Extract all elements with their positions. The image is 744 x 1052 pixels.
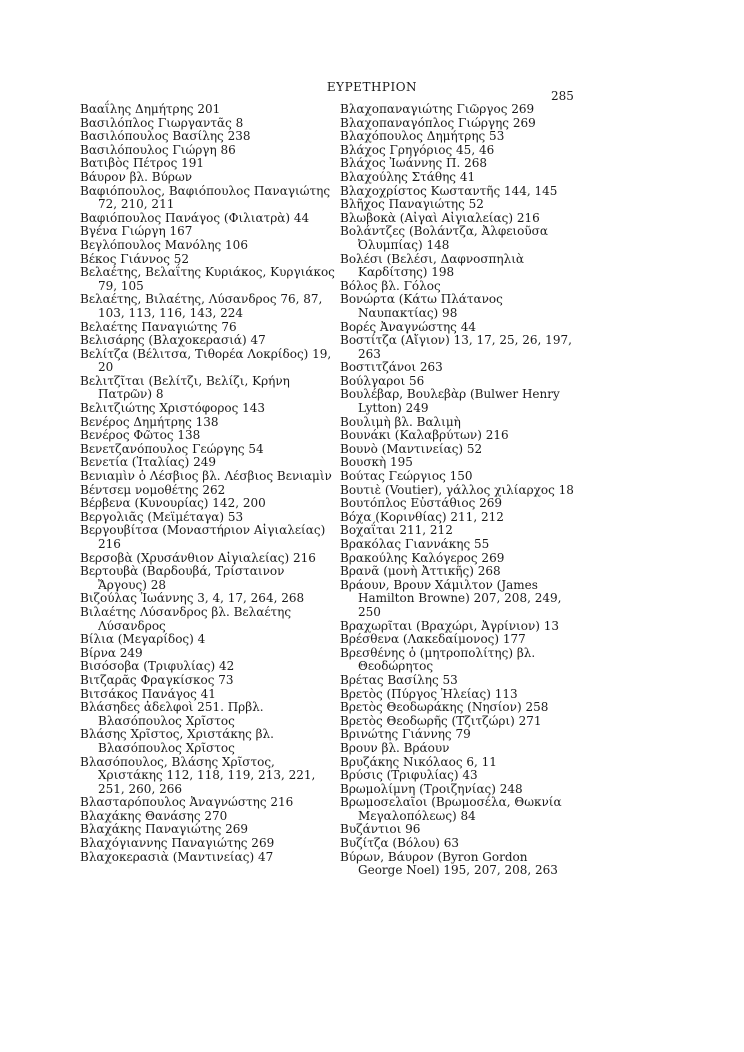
index-entry: Βερσοβὰ (Χρυσάνθιον Αἰγιαλείας) 216: [80, 550, 316, 565]
index-entry: Βύρων, Βάυρον (Byron Gordon George Noel) 195, 207, 208, 263: [340, 849, 558, 878]
index-entry: Βλαχοκερασιὰ (Μαντινείας) 47: [80, 849, 274, 864]
index-entry: Βόλος βλ. Γόλος: [340, 278, 441, 293]
index-entry: Βασιλόπλος Γιωργαντᾶς 8: [80, 115, 244, 130]
index-entry: Βρέτας Βασίλης 53: [340, 672, 458, 687]
index-entry: Βουνάκι (Καλαβρύτων) 216: [340, 428, 509, 443]
index-entry: Βίλια (Μεγαρίδος) 4: [80, 632, 206, 647]
index-entry: Βοστιτζάνοι 263: [340, 360, 443, 375]
index-entry: Βατιβὸς Πέτρος 191: [80, 156, 205, 171]
index-entry: Βόχα (Κορινθίας) 211, 212: [340, 509, 504, 524]
index-entry: Βουσκὴ 195: [340, 455, 413, 470]
index-entry: Βελισάρης (Βλαχοκερασιά) 47: [80, 333, 266, 348]
index-entry: Βελαέτης, Βιλαέτης, Λύσανδρος 76, 87, 103, 113, 116, 143, 224: [80, 292, 323, 320]
index-entry: Βαφιόπουλος, Βαφιόπουλος Παναγιώτης 72, 210, 211: [80, 183, 331, 212]
index-column-right: [340, 103, 575, 878]
index-entry: Βλαχόγιαννης Παναγιώτης 269: [80, 836, 275, 851]
index-entry: Βελαέτης Παναγιώτης 76: [80, 319, 237, 334]
index-entry: Βούλγαροι 56: [340, 373, 425, 388]
index-entry: Βελαέτης, Βελαΐτης Κυριάκος, Κυργιάκος 79, 105: [80, 265, 335, 293]
index-entry: Βαφιόπουλος Πανάγος (Φιλιατρὰ) 44: [80, 210, 310, 225]
index-entry: Βασιλόπουλος Βασίλης 238: [80, 129, 251, 144]
index-entry: Βουνὸ (Μαντινείας) 52: [340, 441, 483, 456]
index-entry: Βρέσθενα (Λακεδαίμονος) 177: [340, 632, 526, 647]
index-entry: Βονώρτα (Κάτω Πλάτανος Ναυπακτίας) 98: [340, 292, 503, 320]
index-entry: Βέρβενα (Κυνουρίας) 142, 200: [80, 496, 266, 511]
index-entry: Βυζάντιοι 96: [340, 822, 421, 837]
index-entry: Βισόσοβα (Τριφυλίας) 42: [80, 659, 235, 674]
index-entry: Βουτιὲ (Voutier), γάλλος χιλίαρχος 18: [340, 482, 574, 497]
index-entry: Βρετὸς Θεοδωρῆς (Τζιτζώρι) 271: [340, 713, 542, 728]
index-entry: Βλάσης Χρῖστος, Χριστάκης βλ. Βλασόπουλος Χρῖστος: [80, 727, 274, 755]
index-entry: Βουλιμὴ βλ. Βαλιμὴ: [340, 414, 461, 429]
index-entry: Βρακόλας Γιαννάκης 55: [340, 537, 490, 551]
index-column-left: [80, 103, 335, 864]
index-entry: Βλαχάκης Παναγιώτης 269: [80, 822, 249, 837]
index-entry: Βλασόπουλος, Βλάσης Χρῖστος, Χριστάκης 112, 118, 119, 213, 221, 251, 260, 266: [80, 754, 316, 796]
index-entry: Βέντσεμ νομοθέτης 262: [80, 482, 226, 497]
index-entry: Βεργουβίτσα (Μοναστήριον Αἰγιαλείας) 216: [80, 523, 326, 551]
index-entry: Βορές Ἀναγνώστης 44: [340, 319, 476, 334]
index-entry: Βλάχος Ἰωάννης Π. 268: [340, 156, 488, 171]
index-entry: Βελίτζα (Βέλιτσα, Τιθορέα Λοκρίδος) 19, 20: [80, 346, 332, 375]
index-entry: Βλαχοχρίστος Κωσταντῆς 144, 145: [340, 183, 558, 198]
index-entry: Βλαχοπαναγόπλος Γιώργης 269: [340, 115, 536, 130]
index-entry: Βοστίτζα (Αἴγιον) 13, 17, 25, 26, 197, 263: [340, 333, 572, 361]
index-entry: Βρακούλης Καλόγερος 269: [340, 550, 505, 565]
index-entry: Βέκος Γιάννος 52: [80, 251, 190, 266]
index-entry: Βιτσάκος Πανάγος 41: [80, 686, 216, 701]
index-entry: Βουλέβαρ, Βουλεβὰρ (Bulwer Henry Lytton) 249: [340, 387, 560, 416]
index-entry: Βερτουβὰ (Βαρδουβά, Τρίσταινον Ἄργους) 28: [80, 564, 285, 592]
index-entry: Βλάσηδες ἀδελφοὶ 251. Πρβλ. Βλασόπουλος Χρῖστος: [80, 700, 264, 728]
index-entry: Βενέρος Φῶτος 138: [80, 428, 201, 443]
page-number: 285: [551, 89, 574, 103]
index-entry: Βλάχος Γρηγόριος 45, 46: [340, 142, 495, 157]
index-entry: Βενέρος Δημήτρης 138: [80, 414, 219, 429]
index-entry: Βρωμολίμνη (Τροιζηνίας) 248: [340, 781, 523, 796]
index-entry: Βρετὸς Θεοδωράκης (Νησίον) 258: [340, 700, 549, 715]
index-entry: Βρύσις (Τριφυλίας) 43: [340, 768, 478, 783]
index-entry: Βεγλόπουλος Μανόλης 106: [80, 237, 248, 252]
index-entry: Βγένα Γιώργη 167: [80, 224, 193, 239]
index-entry: Βενετία (Ἰταλίας) 249: [80, 455, 217, 470]
index-entry: Βυζίτζα (Βόλου) 63: [340, 836, 459, 851]
index-entry: Βλωβοκὰ (Αἰγαὶ Αἰγιαλείας) 216: [340, 210, 540, 225]
index-entry: Βρεσθένης ὁ (μητροπολίτης) βλ. Θεοδώρητος: [340, 645, 536, 674]
index-entry: Βρυζάκης Νικόλαος 6, 11: [340, 754, 497, 769]
index-entry: Βρωμοσελαῖοι (Βρωμοσέλα, Θωκνία Μεγαλοπόλεως) 84: [340, 795, 562, 823]
index-entry: Βλαχόπουλος Δημήτρης 53: [340, 129, 505, 144]
index-entry: Βασιλόπουλος Γιώργη 86: [80, 142, 236, 157]
index-entry: Βραχωρῖται (Βραχώρι, Ἀγρίνιον) 13: [340, 618, 560, 633]
index-entry: Βράουν, Βρουν Χάμιλτον (James Hamilton Browne) 207, 208, 249, 250: [340, 577, 562, 619]
index-entry: Βλαχάκης Θανάσης 270: [80, 808, 228, 823]
index-entry: Βρανᾶ (μονὴ Ἀττικῆς) 268: [340, 564, 501, 579]
index-entry: Βεργολιᾶς (Μεϊμέταγα) 53: [80, 509, 244, 524]
index-entry: Βλῆχος Παναγιώτης 52: [340, 197, 484, 212]
index-entry: Βούτας Γεώργιος 150: [340, 469, 473, 484]
index-entry: Βίρνα 249: [80, 645, 143, 660]
index-entry: Βελιτζῖται (Βελίτζι, Βελίζι, Κρήνη Πατρῶν) 8: [80, 373, 290, 402]
index-entry: Βουτόπλος Εὐστάθιος 269: [340, 496, 503, 511]
index-entry: Βρινώτης Γιάννης 79: [340, 727, 471, 742]
index-entry: Βιτζαρᾶς Φραγκίσκος 73: [80, 672, 234, 687]
index-entry: Βλασταρόπουλος Ἀναγνώστης 216: [80, 795, 294, 810]
index-entry: Βελιτζιώτης Χριστόφορος 143: [80, 401, 266, 416]
index-entry: Βάυρον βλ. Βύρων: [80, 169, 193, 184]
index-entry: Βιζούλας Ἰωάννης 3, 4, 17, 264, 268: [80, 591, 305, 606]
index-entry: Βλαχούλης Στάθης 41: [340, 169, 476, 184]
index-entry: Βενετζανόπουλος Γεώργης 54: [80, 441, 264, 456]
index-entry: Βααΐλης Δημήτρης 201: [80, 102, 221, 116]
index-entry: Βολάντζες (Βολάντζα, Ἀλφειοῦσα Ὀλυμπίας) 148: [340, 224, 548, 252]
index-entry: Βλαχοπαναγιώτης Γιῶργος 269: [340, 102, 535, 116]
index-entry: Βενιαμὶν ὁ Λέσβιος βλ. Λέσβιος Βενιαμὶν: [80, 469, 332, 484]
index-entry: Βιλαέτης Λύσανδρος βλ. Βελαέτης Λύσανδρος: [80, 604, 292, 633]
page-header-title: ΕΥΡΕΤΗΡΙΟΝ: [326, 80, 418, 94]
index-entry: Βρουν βλ. Βράουν: [340, 740, 450, 755]
index-entry: Βοχαΐται 211, 212: [340, 523, 453, 538]
index-entry: Βρετὸς (Πύργος Ἠλείας) 113: [340, 686, 518, 701]
index-entry: Βολέσι (Βελέσι, Δαφνοσπηλιὰ Καρδίτσης) 198: [340, 251, 525, 280]
